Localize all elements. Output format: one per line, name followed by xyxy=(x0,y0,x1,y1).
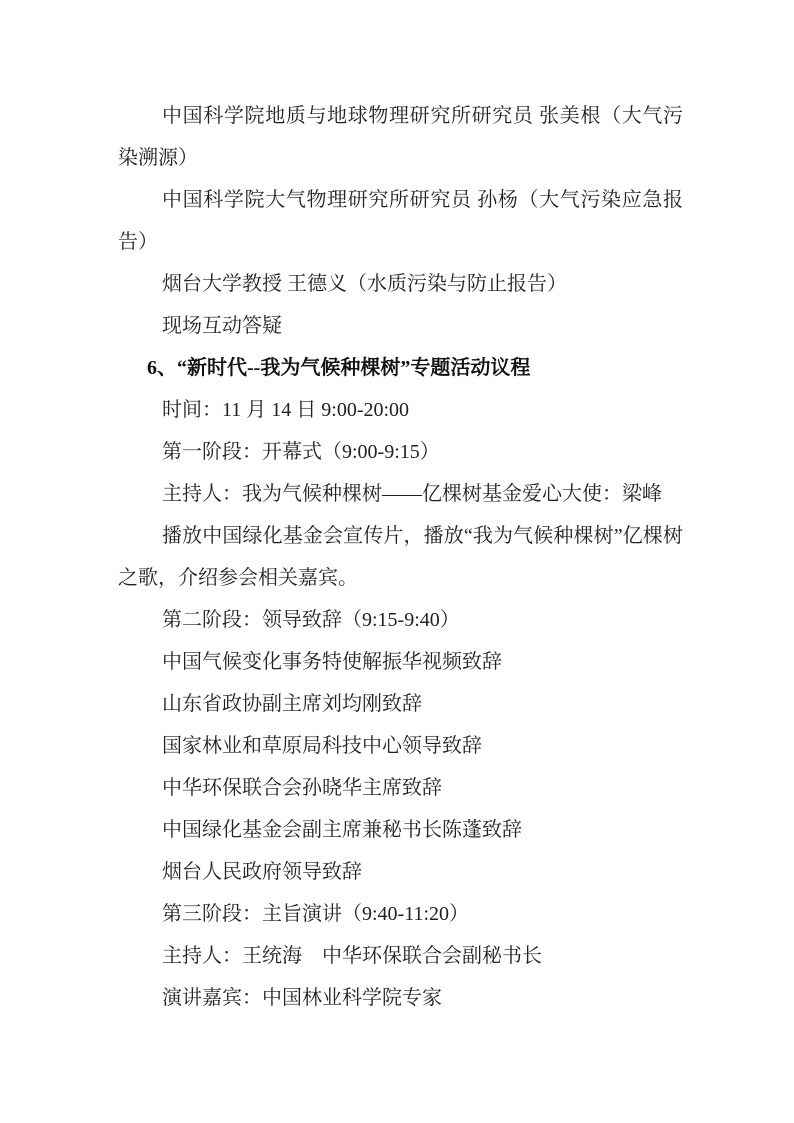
paragraph: 山东省政协副主席刘均刚致辞 xyxy=(162,693,422,715)
paragraph: 烟台人民政府领导致辞 xyxy=(162,861,362,883)
paragraph: 主持人：我为气候种棵树——亿棵树基金爱心大使：梁峰 xyxy=(162,483,662,505)
paragraph: 演讲嘉宾：中国林业科学院专家 xyxy=(162,987,442,1009)
paragraph: 第三阶段：主旨演讲（9:40-11:20） xyxy=(162,903,470,925)
paragraph: 时间：11 月 14 日 9:00-20:00 xyxy=(162,399,410,421)
paragraph: 播放中国绿化基金会宣传片，播放“我为气候种棵树”亿棵树之歌，介绍参会相关嘉宾。 xyxy=(118,525,683,589)
paragraph: 中国科学院地质与地球物理研究所研究员 张美根（大气污染溯源） xyxy=(118,105,683,169)
paragraph: 中国气候变化事务特使解振华视频致辞 xyxy=(162,651,502,673)
document-body xyxy=(118,95,683,1019)
paragraph: 第一阶段：开幕式（9:00-9:15） xyxy=(162,441,440,463)
section-heading: 6、“新时代--我为气候种棵树”专题活动议程 xyxy=(147,357,531,379)
paragraph: 现场互动答疑 xyxy=(162,315,282,337)
paragraph: 中华环保联合会孙晓华主席致辞 xyxy=(162,777,442,799)
paragraph: 主持人：王统海 中华环保联合会副秘书长 xyxy=(162,945,542,967)
paragraph: 烟台大学教授 王德义（水质污染与防止报告） xyxy=(162,273,567,295)
paragraph: 中国绿化基金会副主席兼秘书长陈蓬致辞 xyxy=(162,819,522,841)
paragraph: 中国科学院大气物理研究所研究员 孙杨（大气污染应急报告） xyxy=(118,189,683,253)
paragraph: 第二阶段：领导致辞（9:15-9:40） xyxy=(162,609,460,631)
paragraph: 国家林业和草原局科技中心领导致辞 xyxy=(162,735,482,757)
